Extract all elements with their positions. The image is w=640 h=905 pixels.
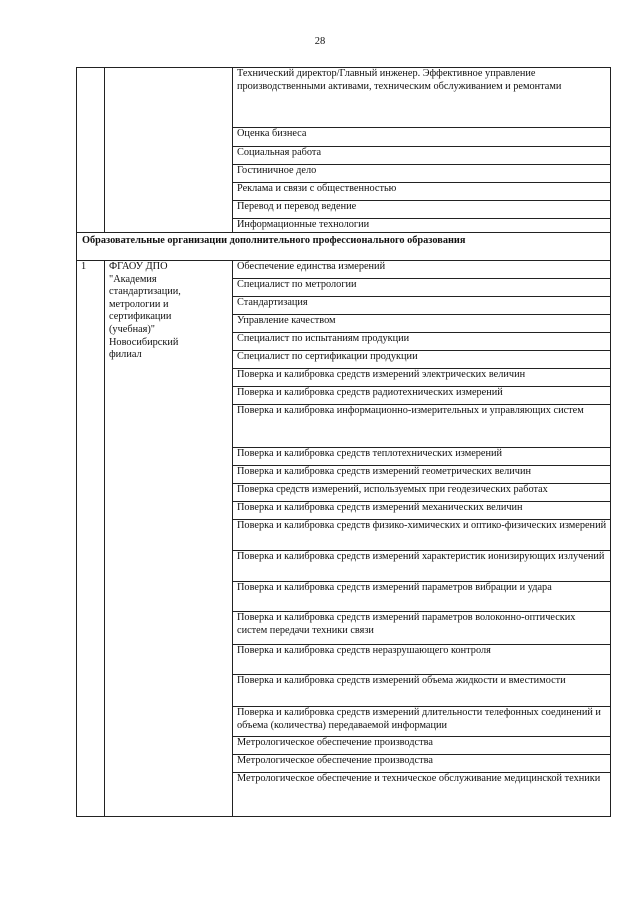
- organization-name-line: стандартизации,: [109, 286, 181, 298]
- table-row: [77, 261, 611, 279]
- program-cell: Поверка и калибровка средств измерений механических величин: [233, 502, 611, 520]
- program-cell: Обеспечение единства измерений: [233, 261, 611, 279]
- program-cell: Поверка и калибровка средств измерений параметров вибрации и удара: [233, 582, 611, 612]
- organization-cell: [105, 68, 233, 233]
- program-cell: Поверка и калибровка средств измерений характеристик ионизирующих излучений: [233, 551, 611, 582]
- organization-name-line: сертификации: [109, 311, 172, 323]
- program-cell: Поверка и калибровка средств физико-химических и оптико-физических измерений: [233, 520, 611, 551]
- program-cell: Метрологическое обеспечение и техническое обслуживание медицинской техники: [233, 773, 611, 817]
- organization-name-line: метрологии и: [109, 298, 169, 310]
- organization-name-line: Новосибирский: [109, 336, 179, 348]
- program-cell: Метрологическое обеспечение производства: [233, 737, 611, 755]
- organization-cell: [105, 261, 233, 817]
- organization-name-line: ФГАОУ ДПО: [109, 261, 168, 272]
- programs-table: [76, 67, 611, 817]
- program-cell: Поверка и калибровка средств измерений параметров волоконно-оптических систем передачи техники связи: [233, 612, 611, 645]
- organization-name-line: филиал: [109, 349, 142, 361]
- section-heading-row: [77, 233, 611, 261]
- table-row: [77, 68, 611, 128]
- program-cell: Перевод и перевод ведение: [233, 201, 611, 219]
- program-cell: Поверка и калибровка информационно-измерительных и управляющих систем: [233, 405, 611, 448]
- program-cell: Информационные технологии: [233, 219, 611, 233]
- program-cell: Поверка и калибровка средств теплотехнических измерений: [233, 448, 611, 466]
- program-cell: Специалист по сертификации продукции: [233, 351, 611, 369]
- organization-name-line: "Академия: [109, 273, 157, 285]
- program-cell: Социальная работа: [233, 147, 611, 165]
- row-number-cell: [77, 68, 105, 233]
- program-cell: Реклама и связи с общественностью: [233, 183, 611, 201]
- program-cell: Поверка и калибровка средств неразрушающего контроля: [233, 645, 611, 675]
- program-cell: Поверка средств измерений, используемых при геодезических работах: [233, 484, 611, 502]
- page-number: 28: [314, 36, 326, 47]
- program-cell: Гостиничное дело: [233, 165, 611, 183]
- program-cell: Поверка и калибровка средств измерений электрических величин: [233, 369, 611, 387]
- program-cell: Оценка бизнеса: [233, 128, 611, 147]
- section-heading: Образовательные организации дополнительного профессионального образования: [77, 233, 611, 261]
- program-cell: Технический директор/Главный инженер. Эффективное управление производственными активами, техническим обслуживанием и ремонтами: [233, 68, 611, 128]
- organization-name-line: (учебная)": [109, 323, 156, 335]
- program-cell: Поверка и калибровка средств радиотехнических измерений: [233, 387, 611, 405]
- program-cell: Поверка и калибровка средств измерений длительности телефонных соединений и объема (количества) передаваемой информации: [233, 707, 611, 737]
- program-cell: Управление качеством: [233, 315, 611, 333]
- row-number-cell: 1: [77, 261, 105, 817]
- program-cell: Метрологическое обеспечение производства: [233, 755, 611, 773]
- program-cell: Поверка и калибровка средств измерений объема жидкости и вместимости: [233, 675, 611, 707]
- program-cell: Стандартизация: [233, 297, 611, 315]
- program-cell: Специалист по испытаниям продукции: [233, 333, 611, 351]
- program-cell: Поверка и калибровка средств измерений геометрических величин: [233, 466, 611, 484]
- program-cell: Специалист по метрологии: [233, 279, 611, 297]
